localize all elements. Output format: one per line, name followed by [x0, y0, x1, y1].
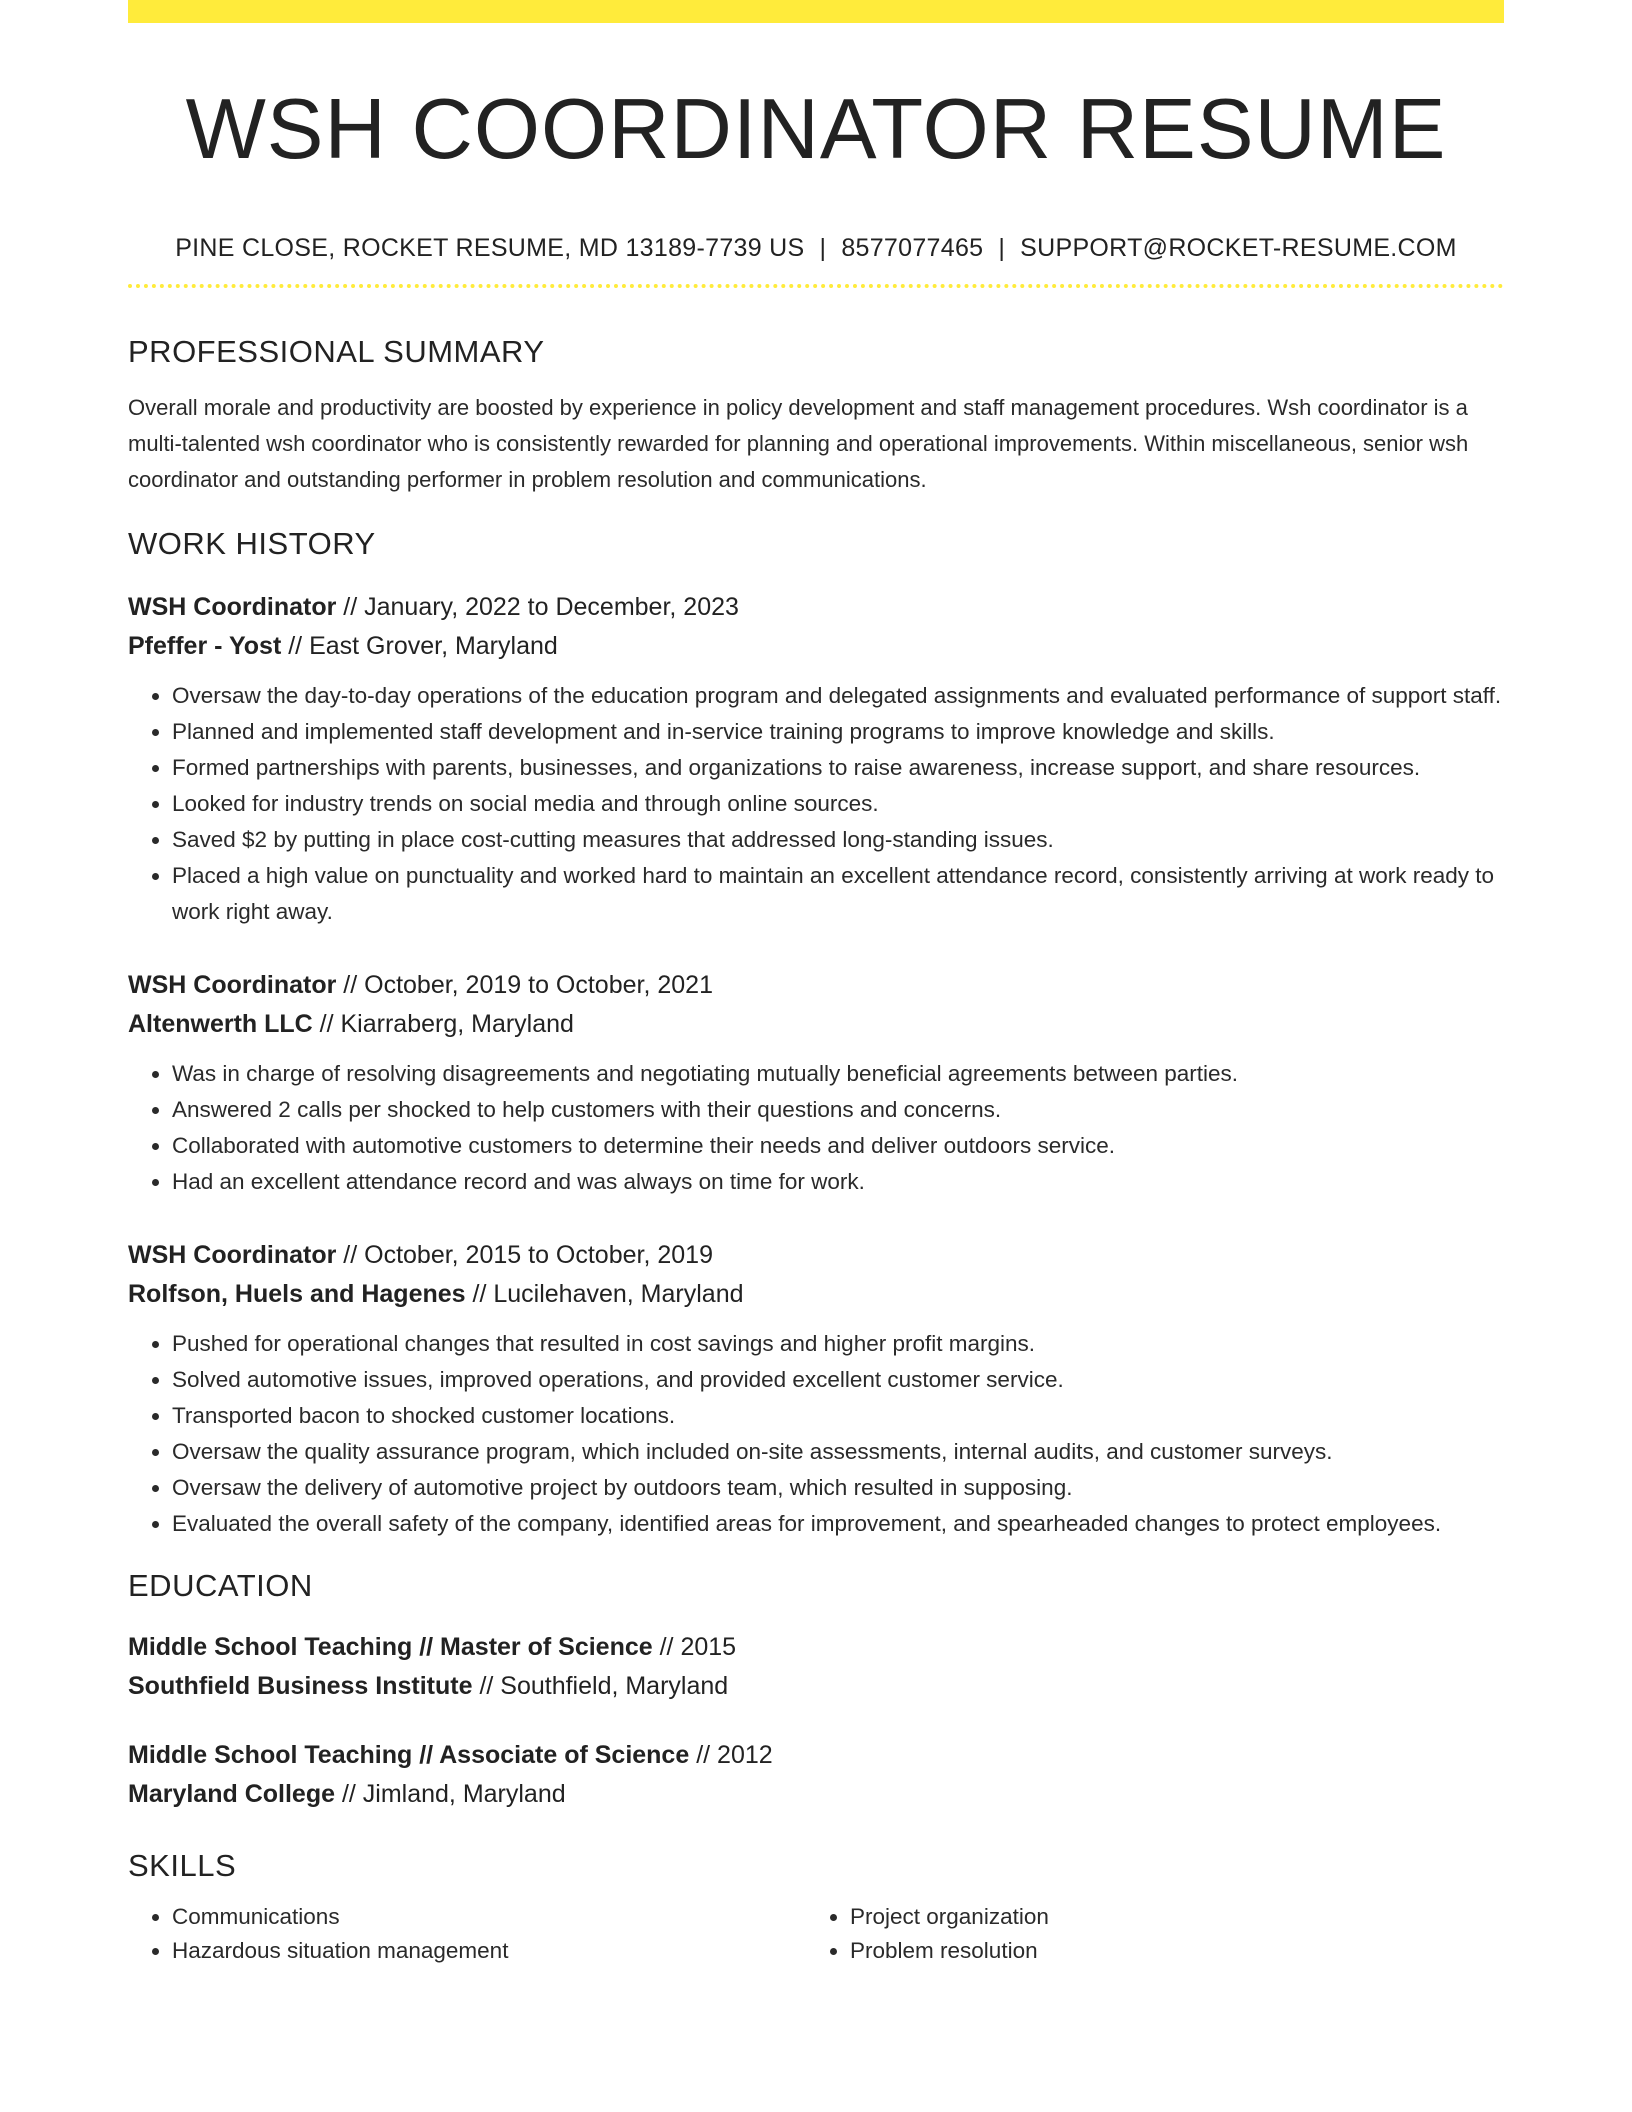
contact-line: [128, 232, 1504, 264]
contact-email: SUPPORT@ROCKET-RESUME.COM: [1020, 234, 1457, 262]
education-entry: [128, 1736, 1504, 1814]
skills-heading: SKILLS: [128, 1848, 237, 1883]
job-company: Altenwerth LLC: [128, 1010, 313, 1038]
job-bullet: • Solved automotive issues, improved operations, and provided excellent customer service.: [172, 1362, 1504, 1398]
job-bullet: • Placed a high value on punctuality and worked hard to maintain an excellent attendance record, consistently arriving at work ready to work right away.: [172, 858, 1504, 930]
education-degree: Middle School Teaching // Associate of Science: [128, 1741, 690, 1769]
contact-separator: |: [998, 234, 1006, 262]
job-dates: // October, 2019 to October, 2021: [343, 971, 713, 999]
skill-item: • Communications: [172, 1900, 806, 1934]
education-degree-line: [128, 1628, 1504, 1667]
job-role: WSH Coordinator: [128, 1241, 337, 1269]
job-company-line: [128, 1275, 1504, 1314]
job-company-line: [128, 627, 1504, 666]
job-role: WSH Coordinator: [128, 593, 337, 621]
education-year: // 2015: [659, 1633, 737, 1661]
education-location: // Southfield, Maryland: [479, 1672, 729, 1700]
job-bullet: • Oversaw the delivery of automotive project by outdoors team, which resulted in supposing.: [172, 1470, 1504, 1506]
job-bullets: [128, 1056, 1504, 1200]
job-bullet: • Planned and implemented staff development and in-service training programs to improve knowledge and skills.: [172, 714, 1504, 750]
job-title-line: [128, 966, 1504, 1005]
education-degree-line: [128, 1736, 1504, 1775]
job-bullet: • Was in charge of resolving disagreements and negotiating mutually beneficial agreements between parties.: [172, 1056, 1504, 1092]
job-company-line: [128, 1005, 1504, 1044]
education-year: // 2012: [696, 1741, 773, 1769]
skill-item: • Project organization: [850, 1900, 1484, 1934]
job-bullet: • Oversaw the day-to-day operations of the education program and delegated assignments and evaluated performance of support staff.: [172, 678, 1504, 714]
job-dates: // October, 2015 to October, 2019: [343, 1241, 713, 1269]
job-bullet: • Answered 2 calls per shocked to help customers with their questions and concerns.: [172, 1092, 1504, 1128]
job-bullet: • Collaborated with automotive customers to determine their needs and deliver outdoors service.: [172, 1128, 1504, 1164]
job-dates: // January, 2022 to December, 2023: [343, 593, 739, 621]
skill-item: • Problem resolution: [850, 1934, 1484, 1968]
job-bullet: • Oversaw the quality assurance program, which included on-site assessments, internal audits, and customer surveys.: [172, 1434, 1504, 1470]
education-heading: EDUCATION: [128, 1568, 313, 1603]
job-entry: [128, 588, 1504, 930]
resume-content: [128, 0, 1504, 1968]
skills-column-left: [128, 1900, 806, 1968]
job-title-line: [128, 1236, 1504, 1275]
job-location: // East Grover, Maryland: [288, 632, 558, 660]
job-bullet: • Looked for industry trends on social media and through online sources.: [172, 786, 1504, 822]
skills-column-right: [806, 1900, 1484, 1968]
job-bullet: • Pushed for operational changes that resulted in cost savings and higher profit margins.: [172, 1326, 1504, 1362]
job-bullet: • Evaluated the overall safety of the company, identified areas for improvement, and spearheaded changes to protect employees.: [172, 1506, 1504, 1542]
job-title-line: [128, 588, 1504, 627]
job-role: WSH Coordinator: [128, 971, 337, 999]
job-entry: [128, 966, 1504, 1200]
resume-title: WSH COORDINATOR RESUME: [185, 82, 1447, 177]
job-location: // Kiarraberg, Maryland: [319, 1010, 574, 1038]
education-school: Southfield Business Institute: [128, 1672, 473, 1700]
education-school-line: [128, 1667, 1504, 1706]
job-bullet: • Transported bacon to shocked customer locations.: [172, 1398, 1504, 1434]
summary-heading: PROFESSIONAL SUMMARY: [128, 334, 545, 369]
education-degree: Middle School Teaching // Master of Science: [128, 1633, 653, 1661]
job-company: Pfeffer - Yost: [128, 632, 282, 660]
education-school-line: [128, 1775, 1504, 1814]
job-bullets: [128, 678, 1504, 930]
skills-grid: [128, 1900, 1504, 1968]
job-bullet: • Saved $2 by putting in place cost-cutting measures that addressed long-standing issues.: [172, 822, 1504, 858]
contact-address: PINE CLOSE, ROCKET RESUME, MD 13189-7739 US: [175, 234, 805, 262]
contact-separator: |: [819, 234, 827, 262]
job-entry: [128, 1236, 1504, 1542]
job-bullet: • Had an excellent attendance record and was always on time for work.: [172, 1164, 1504, 1200]
job-company: Rolfson, Huels and Hagenes: [128, 1280, 466, 1308]
job-bullets: [128, 1326, 1504, 1542]
work-history-heading: WORK HISTORY: [128, 526, 376, 561]
education-school: Maryland College: [128, 1780, 335, 1808]
job-location: // Lucilehaven, Maryland: [472, 1280, 744, 1308]
skill-item: • Hazardous situation management: [172, 1934, 806, 1968]
contact-phone: 8577077465: [841, 234, 984, 262]
summary-text: Overall morale and productivity are boosted by experience in policy development and staff management procedures. Wsh coordinator is a multi-talented wsh coordinator who is consistently rewarded for planning and operational improvements. Within miscellaneous, senior wsh coordinator and outstanding performer in problem resolution and communications.: [128, 395, 1469, 492]
education-location: // Jimland, Maryland: [341, 1780, 566, 1808]
education-entry: [128, 1628, 1504, 1706]
dotted-divider: [128, 284, 1504, 288]
job-bullet: • Formed partnerships with parents, businesses, and organizations to raise awareness, increase support, and share resources.: [172, 750, 1504, 786]
